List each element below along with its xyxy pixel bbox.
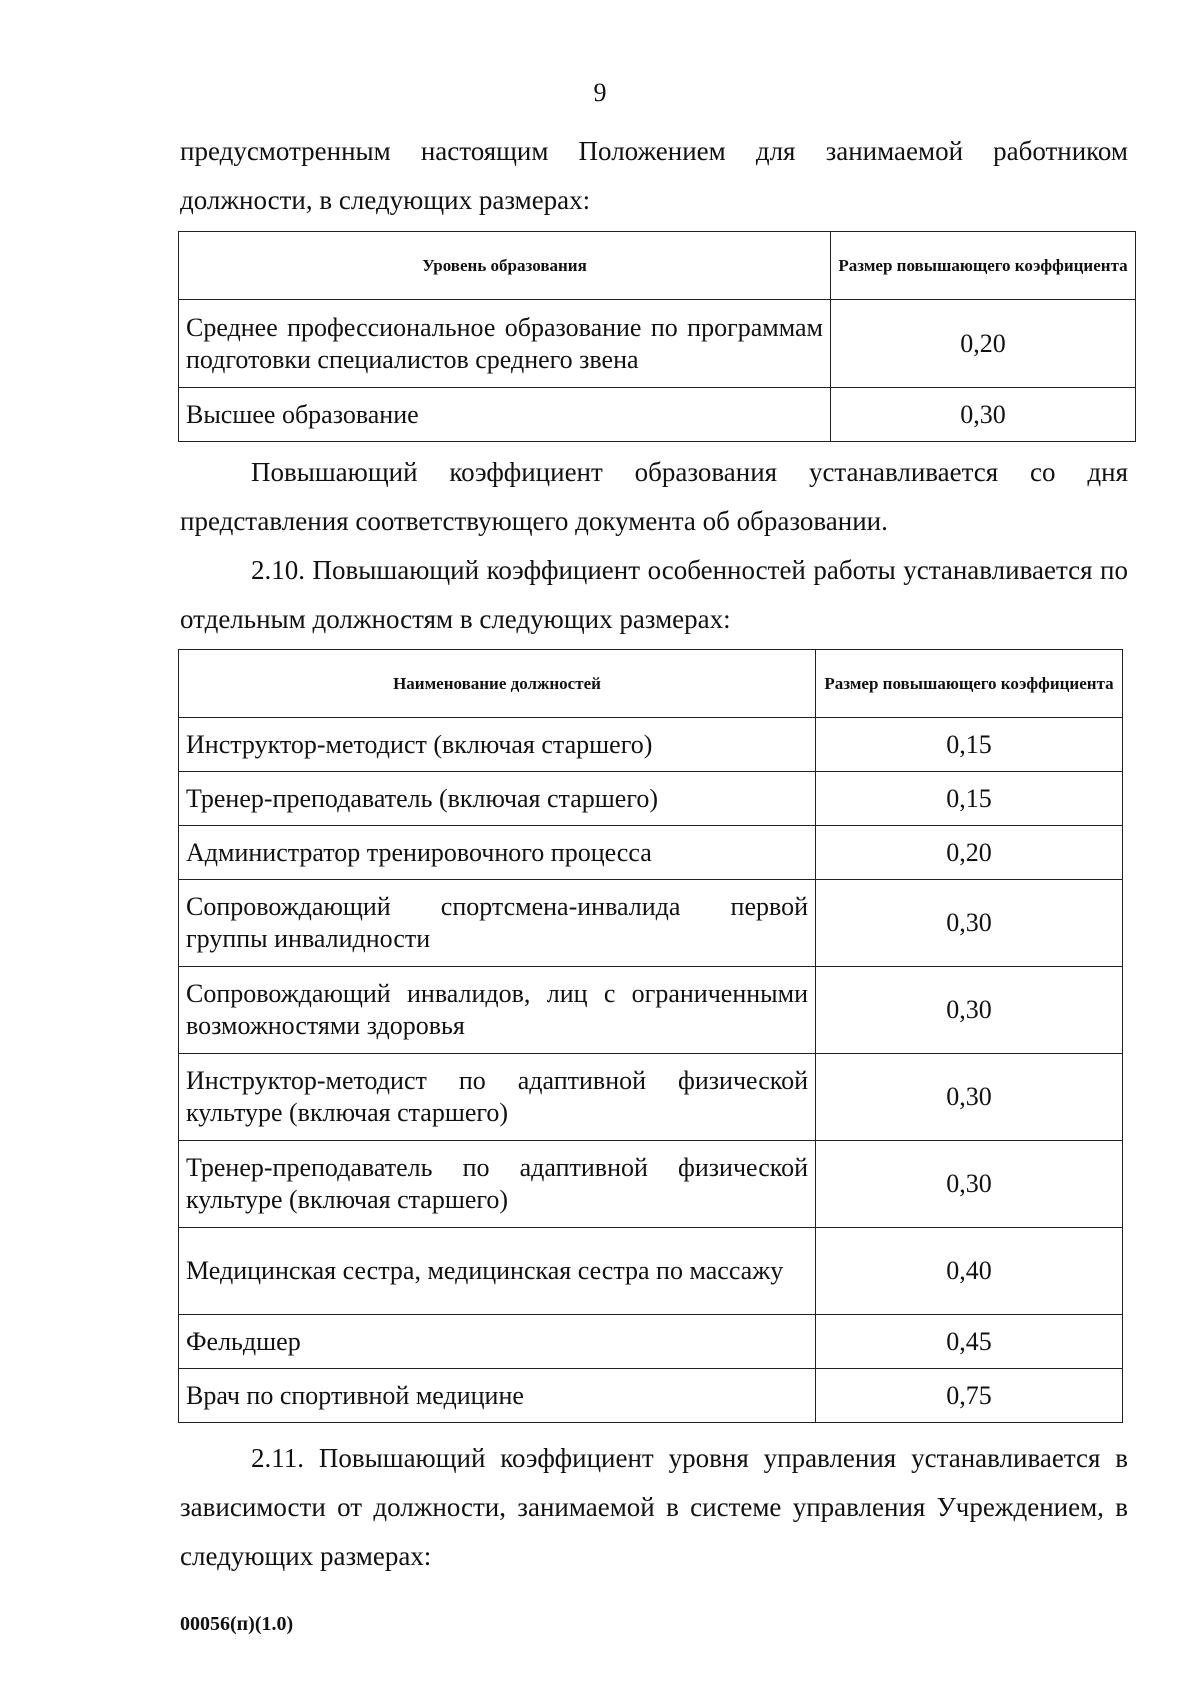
table-row — [179, 1228, 1123, 1315]
table-row — [179, 388, 1136, 442]
header-coefficient-size: Размер повышающего коэффициента — [816, 650, 1123, 718]
document-code: 00056(п)(1.0) — [180, 1613, 294, 1635]
table-row — [179, 718, 1123, 772]
table-row — [179, 1054, 1123, 1141]
education-coefficient-table — [178, 231, 1136, 442]
section-2-10-paragraph: 2.10. Повышающий коэффициент особенностей работы устанавливается по отдельным должностям в следующих размерах: — [180, 555, 1128, 634]
section-2-11-paragraph: 2.11. Повышающий коэффициент уровня управления устанавливается в зависимости от должности, занимаемой в системе управления Учреждением, в следующих размерах: — [180, 1443, 1128, 1571]
intro-paragraph: предусмотренным настоящим Положением для занимаемой работником должности, в следующих размерах: — [180, 136, 1128, 215]
page-number: 9 — [593, 78, 607, 107]
table-row — [179, 967, 1123, 1054]
header-coefficient-size: Размер повышающего коэффициента — [831, 232, 1136, 300]
table-row — [179, 1315, 1123, 1369]
row-value: 0,30 — [831, 388, 1136, 442]
row-value: 0,15 — [816, 718, 1123, 772]
row-name: Тренер-преподаватель по адаптивной физической культуре (включая старшего) — [179, 1141, 816, 1228]
table-row — [179, 1369, 1123, 1423]
row-name: Медицинская сестра, медицинская сестра по массажу — [179, 1228, 816, 1315]
row-name: Инструктор-методист по адаптивной физической культуре (включая старшего) — [179, 1054, 816, 1141]
row-value: 0,30 — [816, 1054, 1123, 1141]
table-row — [179, 1141, 1123, 1228]
table-row — [179, 880, 1123, 967]
row-value: 0,75 — [816, 1369, 1123, 1423]
row-name: Среднее профессиональное образование по программам подготовки специалистов среднего звена — [179, 300, 831, 388]
row-value: 0,20 — [831, 300, 1136, 388]
row-name: Фельдшер — [179, 1315, 816, 1369]
row-value: 0,40 — [816, 1228, 1123, 1315]
row-name: Сопровождающий спортсмена-инвалида первой группы инвалидности — [179, 880, 816, 967]
row-name: Администратор тренировочного процесса — [179, 826, 816, 880]
row-value: 0,30 — [816, 1141, 1123, 1228]
header-position-name: Наименование должностей — [179, 650, 816, 718]
row-value: 0,30 — [816, 880, 1123, 967]
table-row — [179, 300, 1136, 388]
table-header-row — [179, 650, 1123, 718]
row-value: 0,30 — [816, 967, 1123, 1054]
table-row — [179, 826, 1123, 880]
work-features-coefficient-table — [178, 649, 1123, 1423]
header-education-level: Уровень образования — [179, 232, 831, 300]
row-name: Инструктор-методист (включая старшего) — [179, 718, 816, 772]
row-name: Врач по спортивной медицине — [179, 1369, 816, 1423]
table-row — [179, 772, 1123, 826]
row-name: Высшее образование — [179, 388, 831, 442]
row-name: Тренер-преподаватель (включая старшего) — [179, 772, 816, 826]
row-value: 0,15 — [816, 772, 1123, 826]
row-value: 0,45 — [816, 1315, 1123, 1369]
education-note-paragraph: Повышающий коэффициент образования устанавливается со дня представления соответствующего документа об образовании. — [180, 457, 1128, 536]
table-header-row — [179, 232, 1136, 300]
row-name: Сопровождающий инвалидов, лиц с ограниченными возможностями здоровья — [179, 967, 816, 1054]
row-value: 0,20 — [816, 826, 1123, 880]
